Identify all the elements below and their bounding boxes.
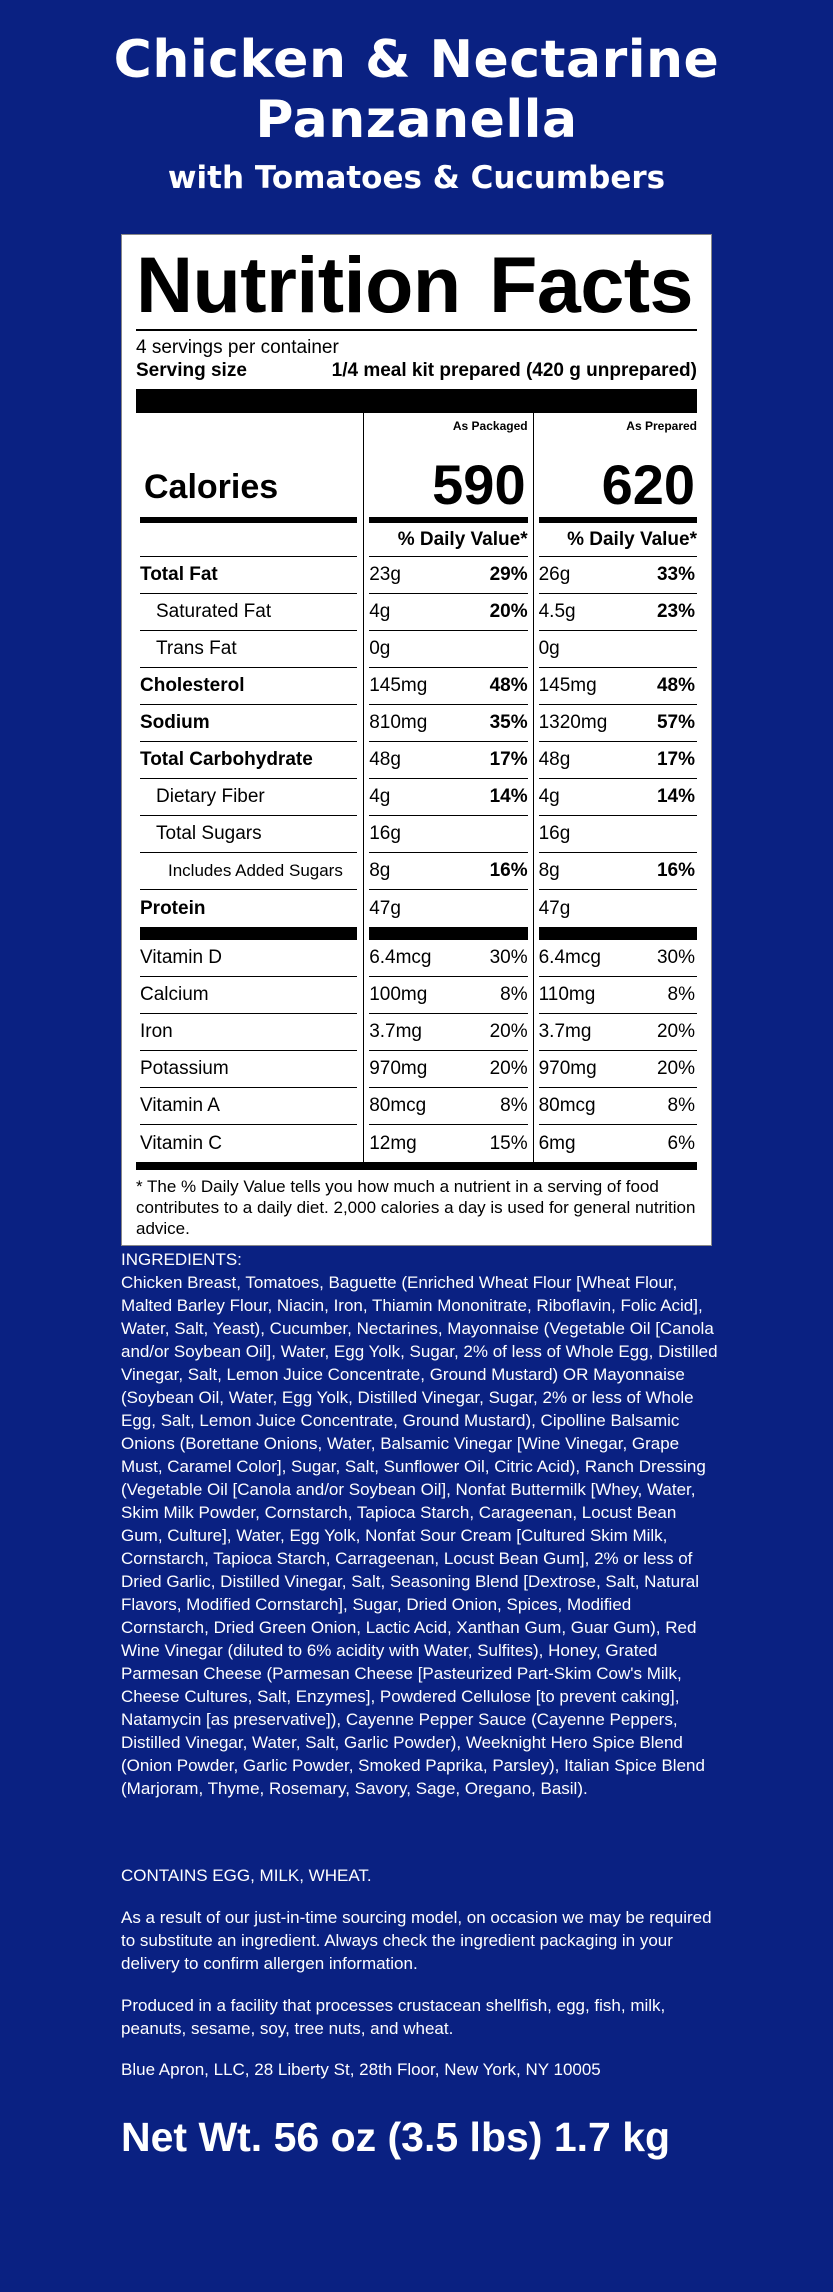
amount-b: 26g	[538, 564, 571, 585]
servings-per-container: 4 servings per container	[136, 337, 339, 358]
percent-dv-b: 57%	[656, 712, 695, 733]
nutrient-name: Saturated Fat	[156, 601, 272, 622]
amount-a: 6.4mcg	[369, 947, 432, 968]
amount-a: 48g	[369, 749, 401, 770]
nf-title-word1: Nutrition	[136, 240, 461, 329]
percent-dv-b: 30%	[656, 947, 695, 968]
nutrient-row-b	[539, 594, 697, 631]
amount-b: 110mg	[538, 984, 596, 1005]
calories-label: Calories	[144, 468, 279, 506]
nutrient-row-a	[369, 742, 527, 779]
nutrient-grid	[136, 413, 697, 1162]
vitamin-separator	[369, 927, 527, 940]
serving-size-label: Serving size	[136, 360, 247, 381]
ingredients-section	[121, 1248, 721, 1800]
serving-size-value: 1/4 meal kit prepared (420 g unprepared)	[331, 360, 697, 381]
vitamin-row	[140, 977, 357, 1014]
amount-a: 810mg	[369, 712, 428, 733]
percent-dv-a: 8%	[500, 984, 528, 1005]
product-subtitle: with Tomatoes & Cucumbers	[167, 160, 666, 196]
amount-a: 12mg	[369, 1132, 417, 1154]
nutrient-row	[140, 557, 357, 594]
nutrient-row	[140, 742, 357, 779]
percent-dv-b: 8%	[667, 1095, 695, 1116]
nutrient-row	[140, 594, 357, 631]
amount-a: 4g	[369, 601, 391, 622]
product-header	[0, 30, 833, 198]
amount-b: 47g	[538, 897, 571, 919]
nutrient-name: Trans Fat	[156, 638, 237, 659]
vitamin-name: Calcium	[140, 984, 209, 1005]
nutrient-row-b	[539, 631, 697, 668]
calories-as-prepared: 620	[601, 453, 695, 516]
dv-spacer	[140, 523, 357, 557]
vitamin-name: Iron	[140, 1021, 173, 1042]
vitamin-row-b	[539, 1051, 697, 1088]
vitamin-row	[140, 940, 357, 977]
nutrient-row	[140, 890, 357, 927]
daily-value-footnote: * The % Daily Value tells you how much a nutrient in a serving of food contributes to a daily diet. 2,000 calories a day is used for general nutrition advice.	[136, 1177, 696, 1238]
amount-a: 8g	[369, 860, 391, 881]
ingredients-heading: INGREDIENTS:	[121, 1250, 242, 1269]
amount-a: 970mg	[369, 1058, 428, 1079]
allergen-statement: CONTAINS EGG, MILK, WHEAT.	[121, 1866, 372, 1885]
vitamin-name: Vitamin D	[140, 947, 223, 968]
vitamin-name: Potassium	[140, 1058, 229, 1079]
as-prepared-header: As Prepared	[626, 419, 697, 433]
vitamin-row-b	[539, 977, 697, 1014]
serving-size-row	[136, 359, 697, 383]
nutrient-row-a	[369, 853, 527, 890]
nutrient-row	[140, 816, 357, 853]
nutrient-row-a	[369, 705, 527, 742]
amount-b: 145mg	[538, 675, 597, 696]
nutrient-row-a	[369, 779, 527, 816]
amount-a: 23g	[369, 564, 401, 585]
nutrient-name: Total Fat	[140, 564, 218, 585]
vitamin-row-a	[369, 1051, 527, 1088]
bottom-thick-bar	[136, 1162, 697, 1170]
vitamin-separator	[140, 927, 357, 940]
nutrient-row-b	[539, 742, 697, 779]
nutrient-row-b	[539, 557, 697, 594]
as-prepared-column	[533, 413, 697, 1162]
amount-b: 3.7mg	[538, 1021, 592, 1042]
nutrient-row-a	[369, 631, 527, 668]
product-title-line1: Chicken & Nectarine	[113, 30, 720, 90]
amount-a: 47g	[369, 897, 401, 919]
nutrient-row-b	[539, 890, 697, 927]
amount-a: 80mcg	[369, 1095, 427, 1116]
percent-dv-a: 48%	[489, 675, 528, 696]
nutrient-name: Sodium	[140, 712, 210, 733]
percent-dv-a: 20%	[489, 601, 528, 622]
percent-dv-b: 20%	[656, 1058, 695, 1079]
nutrient-row-b	[539, 779, 697, 816]
percent-dv-a: 14%	[489, 786, 528, 807]
amount-b: 48g	[538, 749, 571, 770]
amount-b: 4.5g	[538, 601, 576, 622]
calories-as-packaged: 590	[432, 453, 526, 516]
percent-dv-b: 14%	[656, 786, 695, 807]
percent-dv-b: 48%	[656, 675, 695, 696]
nutrition-facts-label	[121, 234, 712, 1246]
percent-dv-a: 20%	[489, 1058, 528, 1079]
amount-b: 80mcg	[538, 1095, 596, 1116]
percent-dv-a: 29%	[489, 564, 528, 585]
facility-note: Produced in a facility that processes crustacean shellfish, egg, fish, milk, peanuts, sesame, soy, tree nuts, and wheat.	[121, 1996, 666, 2038]
vitamin-name: Vitamin C	[140, 1132, 223, 1154]
percent-dv-b: 17%	[656, 749, 695, 770]
vitamin-row-a	[369, 940, 527, 977]
ingredients-text: Chicken Breast, Tomatoes, Baguette (Enriched Wheat Flour [Wheat Flour, Malted Barley Flour, Niacin, Iron, Thiamin Mononitrate, Riboflavin, Folic Acid], Water, Salt, Yeast), Cucumber, Nectarines, Mayonnaise (Vegetable Oil [Canola and/or Soybean Oil], Water, Egg Yolk, Sugar, 2% of less of Whole Egg, Distilled Vinegar, Salt, Lemon Juice Concentrate, Ground Mustard) OR Mayonnaise (Soybean Oil, Water, Egg Yolk, Distilled Vinegar, Sugar, 2% or less of Whole Egg, Salt, Lemon Juice Concentrate, Ground Mustard), Cipolline Balsamic Onions (Borettane Onions, Water, Balsamic Vinegar [Wine Vinegar, Grape Must, Caramel Color], Sugar, Salt, Sunflower Oil, Citric Acid), Ranch Dressing (Vegetable Oil [Canola and/or Soybean Oil], Nonfat Buttermilk [Whey, Water, Skim Milk Powder, Cornstarch, Tapioca Starch, Carageenan, Locust Bean Gum, Culture], Water, Egg Yolk, Nonfat Sour Cream [Cultured Skim Milk, Cornstarch, Tapioca Starch, Carrageenan, Locust Bean Gum], 2% or less of Dried Garlic, Distilled Vinegar, Salt, Seasoning Blend [Dextrose, Salt, Natural Flavors, Modified Cornstarch], Sugar, Dried Onion, Spices, Modified Cornstarch, Dried Green Onion, Lactic Acid, Xanthan Gum, Guar Gum), Red Wine Vinegar (diluted to 6% acidity with Water, Sulfites), Honey, Grated Parmesan Cheese (Parmesan Cheese [Pasteurized Part-Skim Cow's Milk, Cheese Cultures, Salt, Enzymes], Powdered Cellulose [to prevent caking], Natamycin [as preservative]), Cayenne Pepper Sauce (Cayenne Peppers, Distilled Vinegar, Water, Salt, Garlic Powder), Weeknight Hero Spice Blend (Onion Powder, Garlic Powder, Smoked Paprika, Parsley), Italian Spice Blend (Marjoram, Thyme, Rosemary, Savory, Sage, Oregano, Basil).	[121, 1273, 718, 1798]
amount-b: 6mg	[538, 1132, 576, 1154]
as-packaged-column	[363, 413, 532, 1162]
calories-a-cell	[369, 435, 527, 517]
percent-dv-b: 20%	[656, 1021, 695, 1042]
nutrient-row	[140, 853, 357, 890]
nutrient-row-a	[369, 890, 527, 927]
vitamin-row-b	[539, 1125, 697, 1162]
percent-dv-b: 23%	[656, 601, 695, 622]
as-packaged-header: As Packaged	[452, 419, 528, 433]
calories-row	[140, 435, 357, 517]
nutrient-name: Protein	[140, 897, 206, 919]
sourcing-note: As a result of our just-in-time sourcing model, on occasion we may be required to substitute an ingredient. Always check the ingredient packaging in your delivery to confirm allergen information.	[121, 1908, 712, 1973]
percent-dv-a: 30%	[489, 947, 528, 968]
nutrient-row	[140, 631, 357, 668]
nutrient-row-b	[539, 816, 697, 853]
nutrient-row-b	[539, 668, 697, 705]
percent-dv-a: 35%	[489, 712, 528, 733]
vitamin-row	[140, 1125, 357, 1162]
vitamin-name: Vitamin A	[140, 1095, 220, 1116]
amount-a: 3.7mg	[369, 1021, 422, 1042]
vitamin-row-b	[539, 1014, 697, 1051]
percent-dv-b: 8%	[667, 984, 695, 1005]
nutrient-name: Total Sugars	[156, 823, 262, 844]
nutrient-row-b	[539, 705, 697, 742]
vitamin-separator	[539, 927, 697, 940]
amount-a: 0g	[369, 638, 391, 659]
nutrient-name: Cholesterol	[140, 675, 245, 696]
nutrient-row	[140, 779, 357, 816]
percent-dv-a: 8%	[500, 1095, 528, 1116]
vitamin-row-a	[369, 977, 527, 1014]
amount-a: 100mg	[369, 984, 428, 1005]
nf-title-word2: Facts	[489, 240, 693, 329]
percent-dv-b: 6%	[667, 1132, 695, 1154]
nutrient-row-a	[369, 594, 527, 631]
calories-b-cell	[539, 435, 697, 517]
amount-a: 4g	[369, 786, 391, 807]
percent-dv-a: 16%	[489, 860, 528, 881]
nutrition-facts-title	[136, 240, 697, 329]
vitamin-row-b	[539, 940, 697, 977]
thick-divider	[136, 389, 697, 413]
vitamin-row-a	[369, 1125, 527, 1162]
nutrient-row-a	[369, 557, 527, 594]
vitamin-row-b	[539, 1088, 697, 1125]
amount-a: 16g	[369, 823, 401, 844]
nutrient-name: Includes Added Sugars	[168, 861, 343, 880]
vitamin-row-a	[369, 1088, 527, 1125]
nutrient-name: Total Carbohydrate	[140, 749, 313, 770]
amount-a: 145mg	[369, 675, 428, 696]
vitamin-row	[140, 1014, 357, 1051]
title-rule	[136, 329, 697, 331]
percent-dv-b: 16%	[656, 860, 695, 881]
amount-b: 16g	[538, 823, 571, 844]
nutrient-row	[140, 668, 357, 705]
percent-dv-a: 20%	[489, 1021, 528, 1042]
percent-dv-a: 17%	[489, 749, 528, 770]
amount-b: 0g	[538, 638, 560, 659]
daily-value-header-a: % Daily Value*	[369, 523, 527, 557]
nutrient-row	[140, 705, 357, 742]
daily-value-header-b: % Daily Value*	[539, 523, 697, 557]
amount-b: 970mg	[538, 1058, 597, 1079]
nutrient-row-b	[539, 853, 697, 890]
amount-b: 6.4mcg	[538, 947, 601, 968]
product-title-line2: Panzanella	[255, 90, 578, 150]
nutrient-row-a	[369, 816, 527, 853]
vitamin-row-a	[369, 1014, 527, 1051]
percent-dv-b: 33%	[656, 564, 695, 585]
vitamin-row	[140, 1051, 357, 1088]
amount-b: 8g	[538, 860, 560, 881]
nutrient-name-column	[136, 413, 363, 1162]
amount-b: 4g	[538, 786, 560, 807]
nutrient-name: Dietary Fiber	[156, 786, 265, 807]
nutrient-row-a	[369, 668, 527, 705]
percent-dv-a: 15%	[489, 1132, 528, 1154]
amount-b: 1320mg	[538, 712, 608, 733]
vitamin-row	[140, 1088, 357, 1125]
net-weight: Net Wt. 56 oz (3.5 lbs) 1.7 kg	[121, 2114, 671, 2160]
company-address: Blue Apron, LLC, 28 Liberty St, 28th Floor, New York, NY 10005	[121, 2060, 601, 2079]
